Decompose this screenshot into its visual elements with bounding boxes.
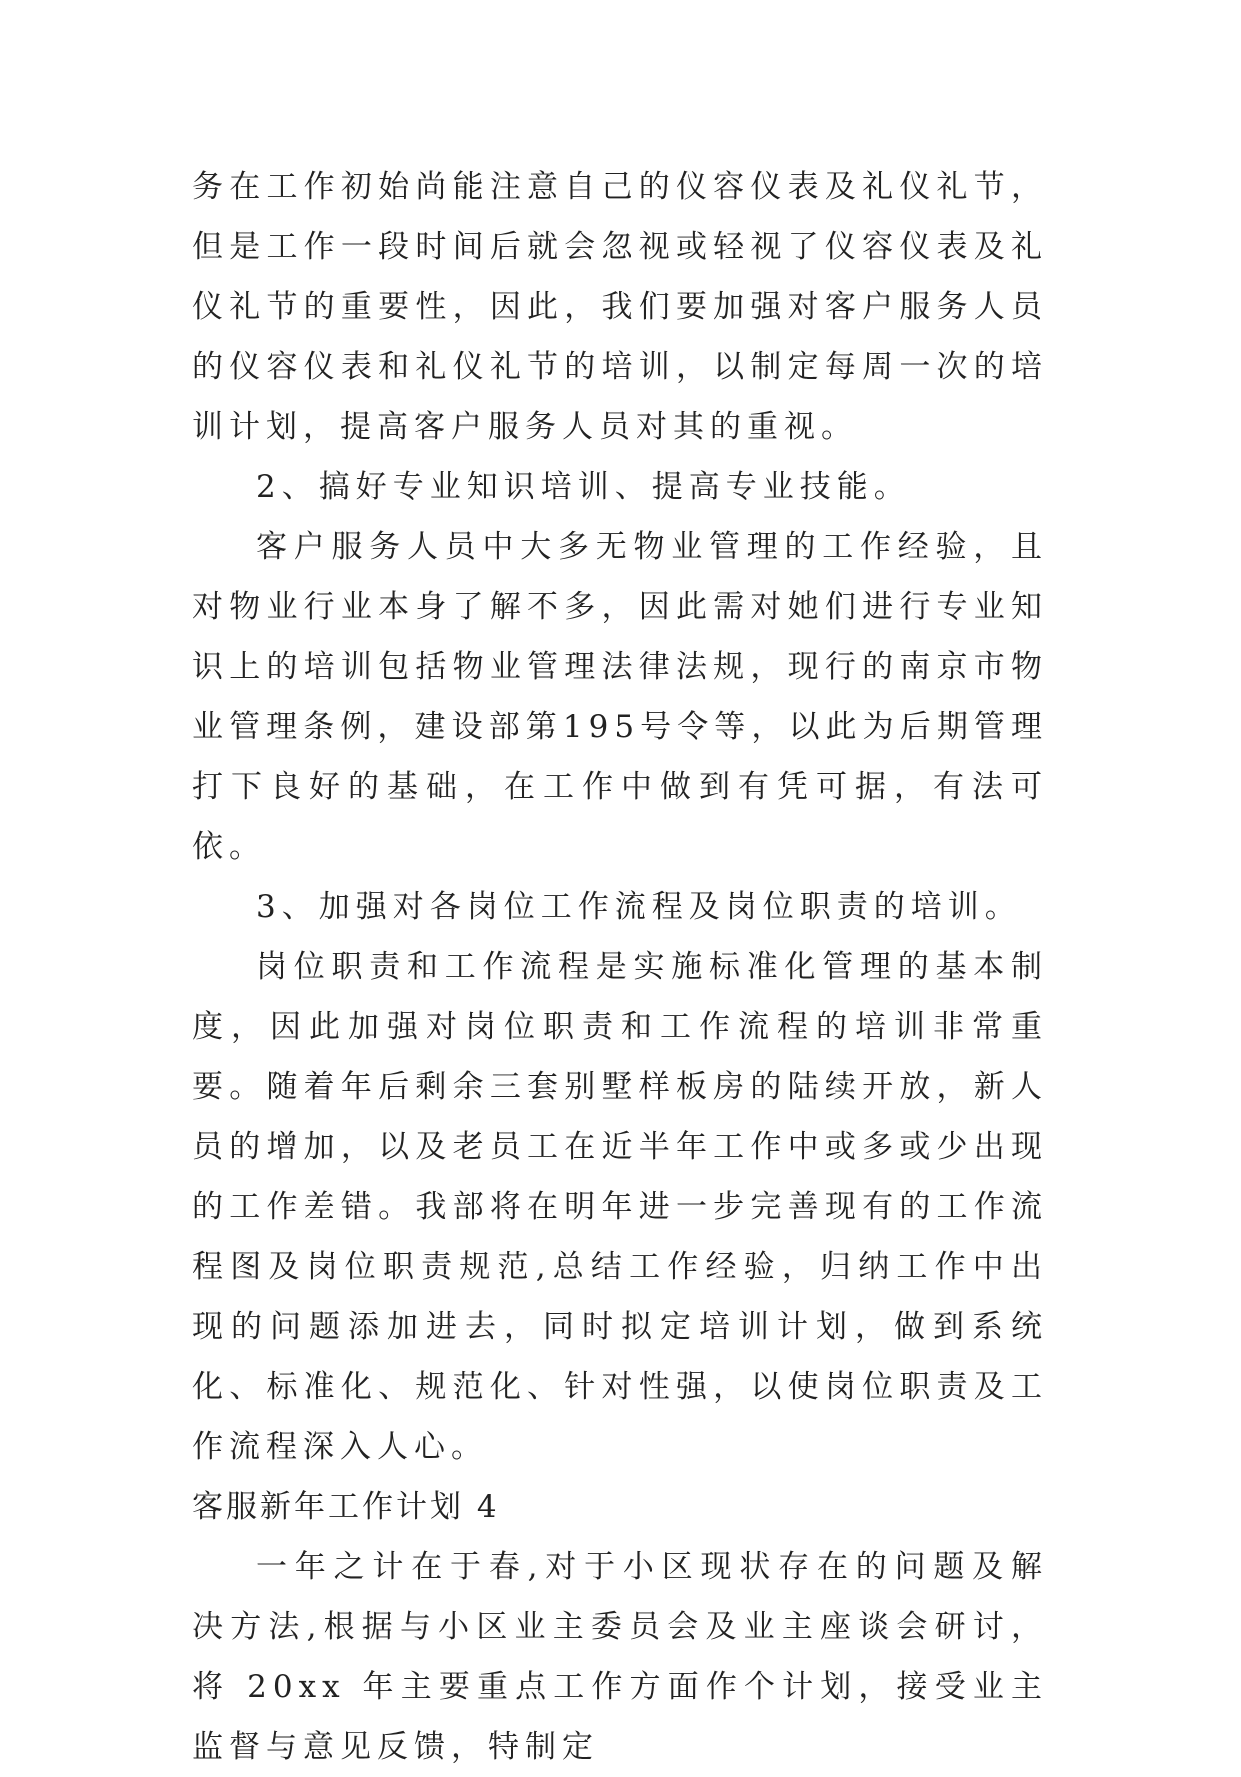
paragraph-continuation: 务在工作初始尚能注意自己的仪容仪表及礼仪礼节，但是工作一段时间后就会忽视或轻视了仪容仪表及礼仪礼节的重要性，因此，我们要加强对客户服务人员的仪容仪表和礼仪礼节的培训，以制定每周一次的培训计划，提高客户服务人员对其的重视。 — [192, 169, 1048, 445]
paragraph-professional-training: 客户服务人员中大多无物业管理的工作经验，且对物业行业本身了解不多，因此需对她们进行专业知识上的培训包括物业管理法律法规，现行的南京市物业管理条例，建设部第195号令等，以此为后期管理打下良好的基础，在工作中做到有凭可据，有法可依。 — [192, 529, 1048, 865]
section-title: 客服新年工作计划 4 — [192, 1489, 500, 1525]
paragraph-item-3-heading: 3、加强对各岗位工作流程及岗位职责的培训。 — [256, 889, 1022, 925]
paragraph-section-intro: 一年之计在于春,对于小区现状存在的问题及解决方法,根据与小区业主委员会及业主座谈会研讨，将 20xx 年主要重点工作方面作个计划，接受业主监督与意见反馈，特制定 — [192, 1549, 1048, 1765]
paragraph-item-2-heading: 2、搞好专业知识培训、提高专业技能。 — [256, 469, 911, 505]
document-body — [192, 157, 1048, 1777]
paragraph-job-duties: 岗位职责和工作流程是实施标准化管理的基本制度，因此加强对岗位职责和工作流程的培训非常重要。随着年后剩余三套别墅样板房的陆续开放，新人员的增加，以及老员工在近半年工作中或多或少出现的工作差错。我部将在明年进一步完善现有的工作流程图及岗位职责规范,总结工作经验，归纳工作中出现的问题添加进去，同时拟定培训计划，做到系统化、标准化、规范化、针对性强，以使岗位职责及工作流程深入人心。 — [192, 949, 1048, 1465]
